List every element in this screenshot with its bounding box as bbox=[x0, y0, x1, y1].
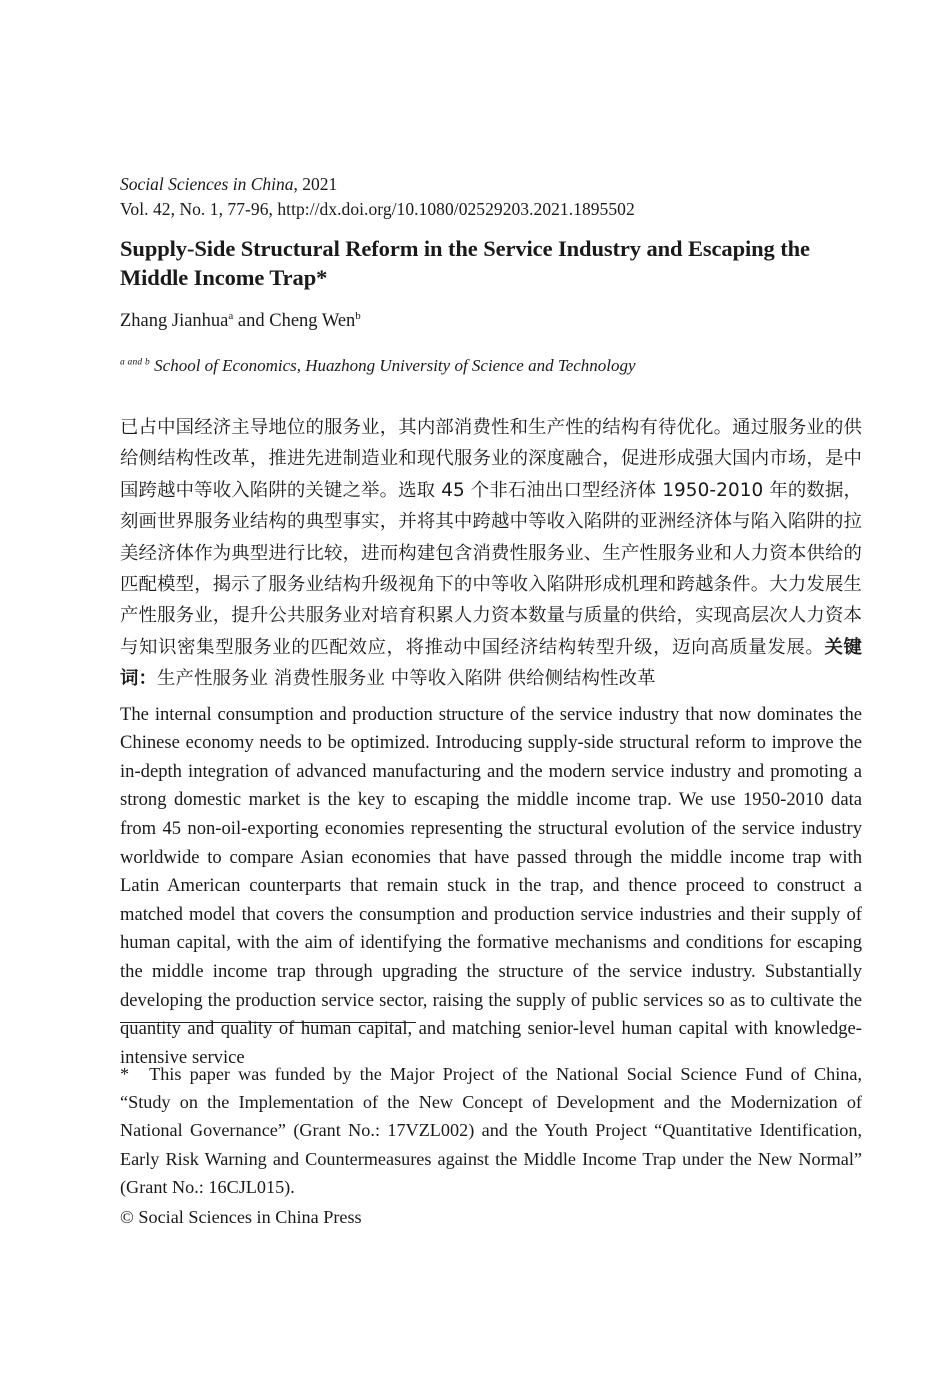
author-primary-name: Zhang Jianhua bbox=[120, 311, 229, 331]
funding-footnote bbox=[120, 1060, 862, 1201]
journal-volume-doi-line: Vol. 42, No. 1, 77-96, http://dx.doi.org/10.1080/02529203.2021.1895502 bbox=[120, 199, 635, 219]
author-a-affiliation-mark: a bbox=[228, 309, 234, 322]
chinese-abstract-body: 已占中国经济主导地位的服务业，其内部消费性和生产性的结构有待优化。通过服务业的供给侧结构性改革，推进先进制造业和现代服务业的深度融合，促进形成强大国内市场，是中国跨越中等收入陷阱的关键之举。选取 45 个非石油出口型经济体 1950-2010 年的数据，刻画世界服务业结构的典型事实，并将其中跨越中等收入陷阱的亚洲经济体与陷入陷阱的拉美经济体作为典型进行比较，进而构建包含消费性服务业、生产性服务业和人力资本供给的匹配模型，揭示了服务业结构升级视角下的中等收入陷阱形成机理和跨越条件。大力发展生产性服务业，提升公共服务业对培育积累人力资本数量与质量的供给，实现高层次人力资本与知识密集型服务业的匹配效应，将推动中国经济结构转型升级，迈向高质量发展。 bbox=[120, 417, 862, 658]
chinese-keywords-label: 关键词： bbox=[120, 636, 862, 690]
author-b-affiliation-mark: b bbox=[355, 309, 361, 322]
page-content bbox=[120, 0, 862, 1072]
affiliation-mark: a and b bbox=[120, 357, 150, 368]
chinese-abstract bbox=[120, 412, 862, 695]
footnote-separator-rule bbox=[120, 1022, 416, 1023]
journal-header bbox=[120, 172, 862, 222]
footnote-area bbox=[120, 1060, 862, 1231]
journal-name: Social Sciences in China bbox=[120, 174, 294, 194]
journal-comma: , bbox=[293, 174, 303, 194]
affiliation-text: School of Economics, Huazhong University of Science and Technology bbox=[154, 356, 636, 375]
copyright-line: © Social Sciences in China Press bbox=[120, 1207, 362, 1228]
author-line bbox=[120, 309, 862, 333]
journal-year: 2021 bbox=[302, 174, 338, 194]
page-title: Supply-Side Structural Reform in the Service Industry and Escaping the Middle Income Trap* bbox=[120, 236, 810, 290]
english-abstract: The internal consumption and production structure of the service industry that now dominates the Chinese economy needs to be optimized. Introducing supply-side structural reform to improve the in-depth integration of advanced manufacturing and the modern service industry and promoting a strong domestic market is the key to escaping the middle income trap. We use 1950-2010 data from 45 non-oil-exporting economies representing the structural evolution of the service industry worldwide to compare Asian economies that have passed through the middle income trap with Latin American counterparts that remain stuck in the trap, and thence proceed to construct a matched model that covers the consumption and production service industries and their supply of human capital, with the aim of identifying the formative mechanisms and conditions for escaping the middle income trap through upgrading the structure of the service industry. Substantially developing the production service sector, raising the supply of public services so as to cultivate the quantity and quality of human capital, and matching senior-level human capital with knowledge-intensive service bbox=[120, 703, 862, 1068]
footnote-marker: * bbox=[120, 1064, 130, 1084]
affiliation-line bbox=[120, 355, 862, 377]
journal-title-line bbox=[120, 172, 862, 197]
chinese-keywords: 生产性服务业 消费性服务业 中等收入陷阱 供给侧结构性改革 bbox=[156, 668, 656, 690]
author-conjunction: and Cheng Wen bbox=[233, 311, 356, 331]
footnote-body: This paper was funded by the Major Project of the National Social Science Fund of China, “Study on the Implementation of the New Concept of Development and the Modernization of National Governance” (Grant No.: 17VZL002) and the Youth Project “Quantitative Identification, Early Risk Warning and Countermeasures against the Middle Income Trap under the New Normal” (Grant No.: 16CJL015). bbox=[120, 1064, 862, 1197]
